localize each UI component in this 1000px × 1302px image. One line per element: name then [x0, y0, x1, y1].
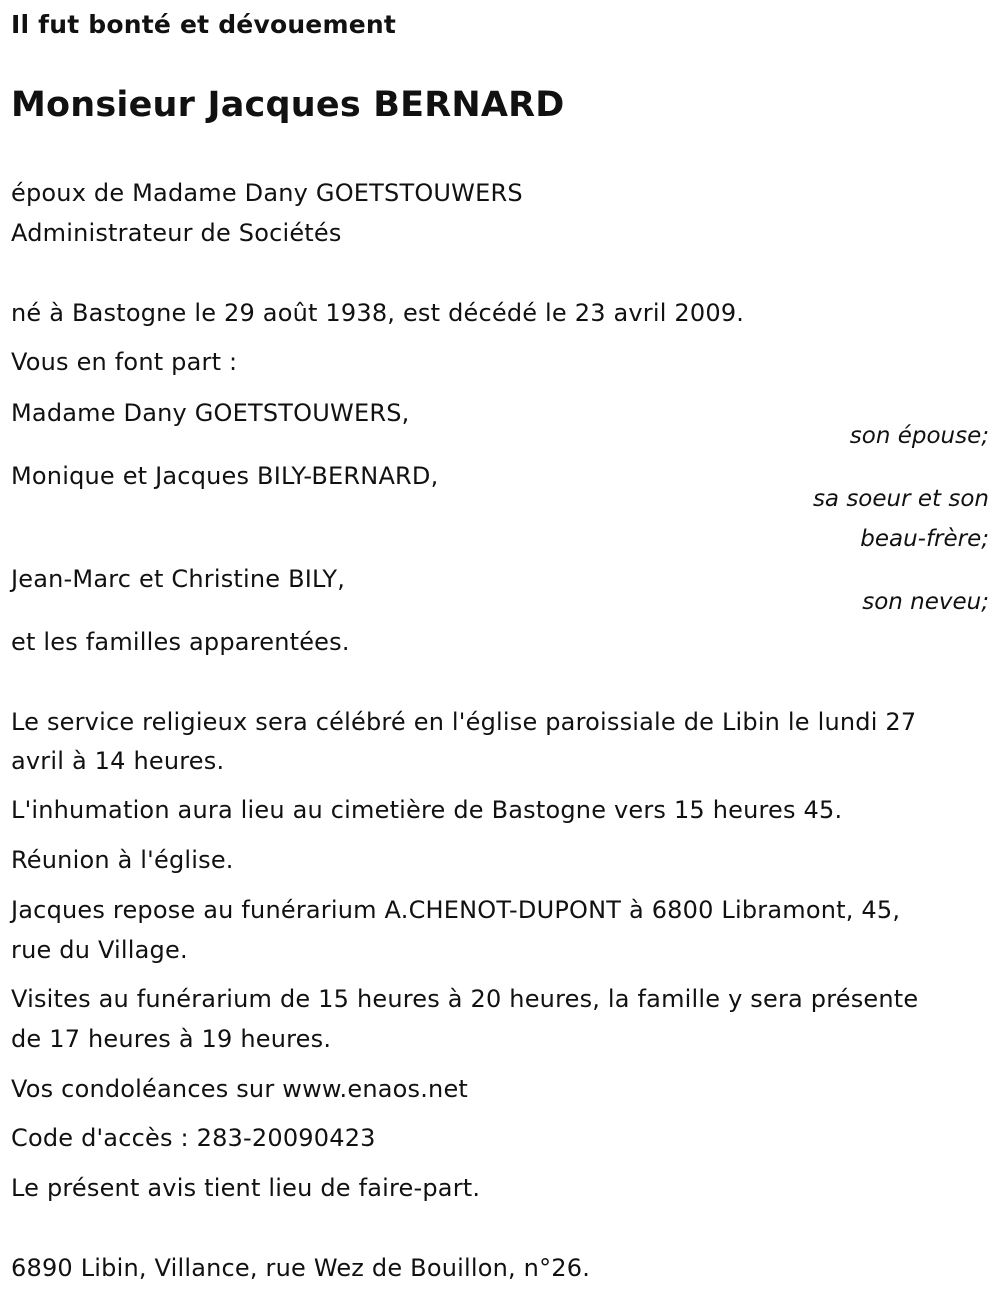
funeral-home-line: rue du Village.	[11, 936, 188, 964]
families-line: et les familles apparentées.	[11, 628, 350, 656]
visits-line: Visites au funérarium de 15 heures à 20 heures, la famille y sera présente	[11, 985, 919, 1013]
epigraph: Il fut bonté et dévouement	[11, 10, 397, 39]
family-member-relation: beau-frère;	[860, 526, 989, 552]
family-member-relation: sa soeur et son	[812, 486, 989, 512]
announce-intro: Vous en font part :	[11, 348, 238, 376]
deceased-name: Monsieur Jacques BERNARD	[11, 85, 565, 125]
spouse-line: époux de Madame Dany GOETSTOUWERS	[11, 179, 523, 207]
meeting-line: Réunion à l'église.	[11, 846, 234, 874]
profession: Administrateur de Sociétés	[11, 219, 342, 247]
family-member-name: Jean-Marc et Christine BILY,	[11, 565, 346, 593]
faire-part-line: Le présent avis tient lieu de faire-part.	[11, 1174, 481, 1202]
family-member-relation: son neveu;	[862, 589, 989, 615]
funeral-home-line: Jacques repose au funérarium A.CHENOT-DUPONT à 6800 Libramont, 45,	[11, 896, 901, 924]
birth-death-line: né à Bastogne le 29 août 1938, est décédé le 23 avril 2009.	[11, 299, 745, 327]
visits-line: de 17 heures à 19 heures.	[11, 1025, 332, 1053]
family-member-name: Monique et Jacques BILY-BERNARD,	[11, 462, 439, 490]
family-member-relation: son épouse;	[849, 423, 989, 449]
burial-line: L'inhumation aura lieu au cimetière de Bastogne vers 15 heures 45.	[11, 796, 843, 824]
service-line: avril à 14 heures.	[11, 747, 225, 775]
service-line: Le service religieux sera célébré en l'église paroissiale de Libin le lundi 27	[11, 708, 917, 736]
address-line: 6890 Libin, Villance, rue Wez de Bouillon, n°26.	[11, 1254, 591, 1282]
access-code-line: Code d'accès : 283-20090423	[11, 1124, 376, 1152]
condolences-line: Vos condoléances sur www.enaos.net	[11, 1075, 469, 1103]
family-member-name: Madame Dany GOETSTOUWERS,	[11, 399, 410, 427]
